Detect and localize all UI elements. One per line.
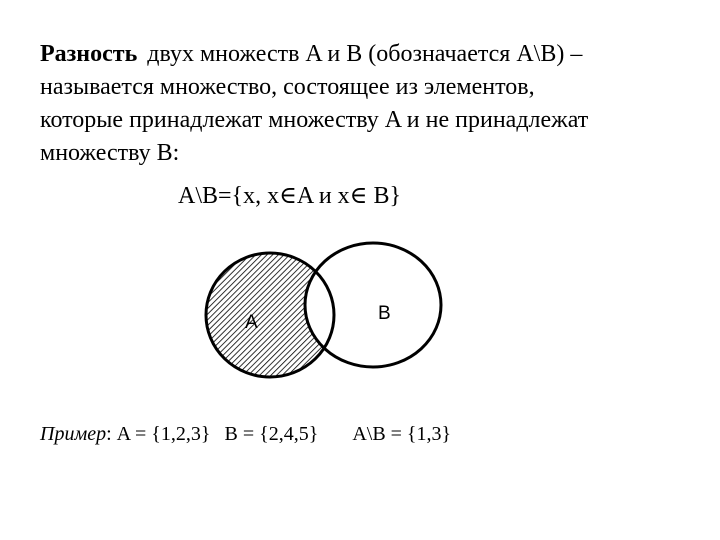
difference-formula: A\B={x, x∈A и x∈ B} — [178, 183, 401, 209]
example-result: A\B = {1,3} — [352, 423, 452, 445]
example-label: Пример — [40, 423, 107, 445]
example-colon: : — [106, 423, 112, 445]
set-b-label: B — [378, 303, 391, 324]
definition-line-1-rest: двух множеств A и B (обозначается A\B) – — [147, 41, 583, 67]
example-set-b: B = {2,4,5} — [224, 423, 319, 445]
definition-line-1 — [40, 38, 700, 71]
definition-term: Разность — [40, 41, 138, 67]
example-set-a: A = {1,2,3} — [116, 423, 211, 445]
definition-text — [40, 38, 700, 170]
example-line — [40, 420, 451, 448]
set-a-label: A — [245, 312, 258, 333]
definition-line-4: множеству B: — [40, 140, 180, 166]
definition-line-3: которые принадлежат множеству A и не принадлежат — [40, 107, 589, 133]
definition-line-2: называется множество, состоящее из элементов, — [40, 74, 535, 100]
venn-diagram — [190, 235, 460, 385]
